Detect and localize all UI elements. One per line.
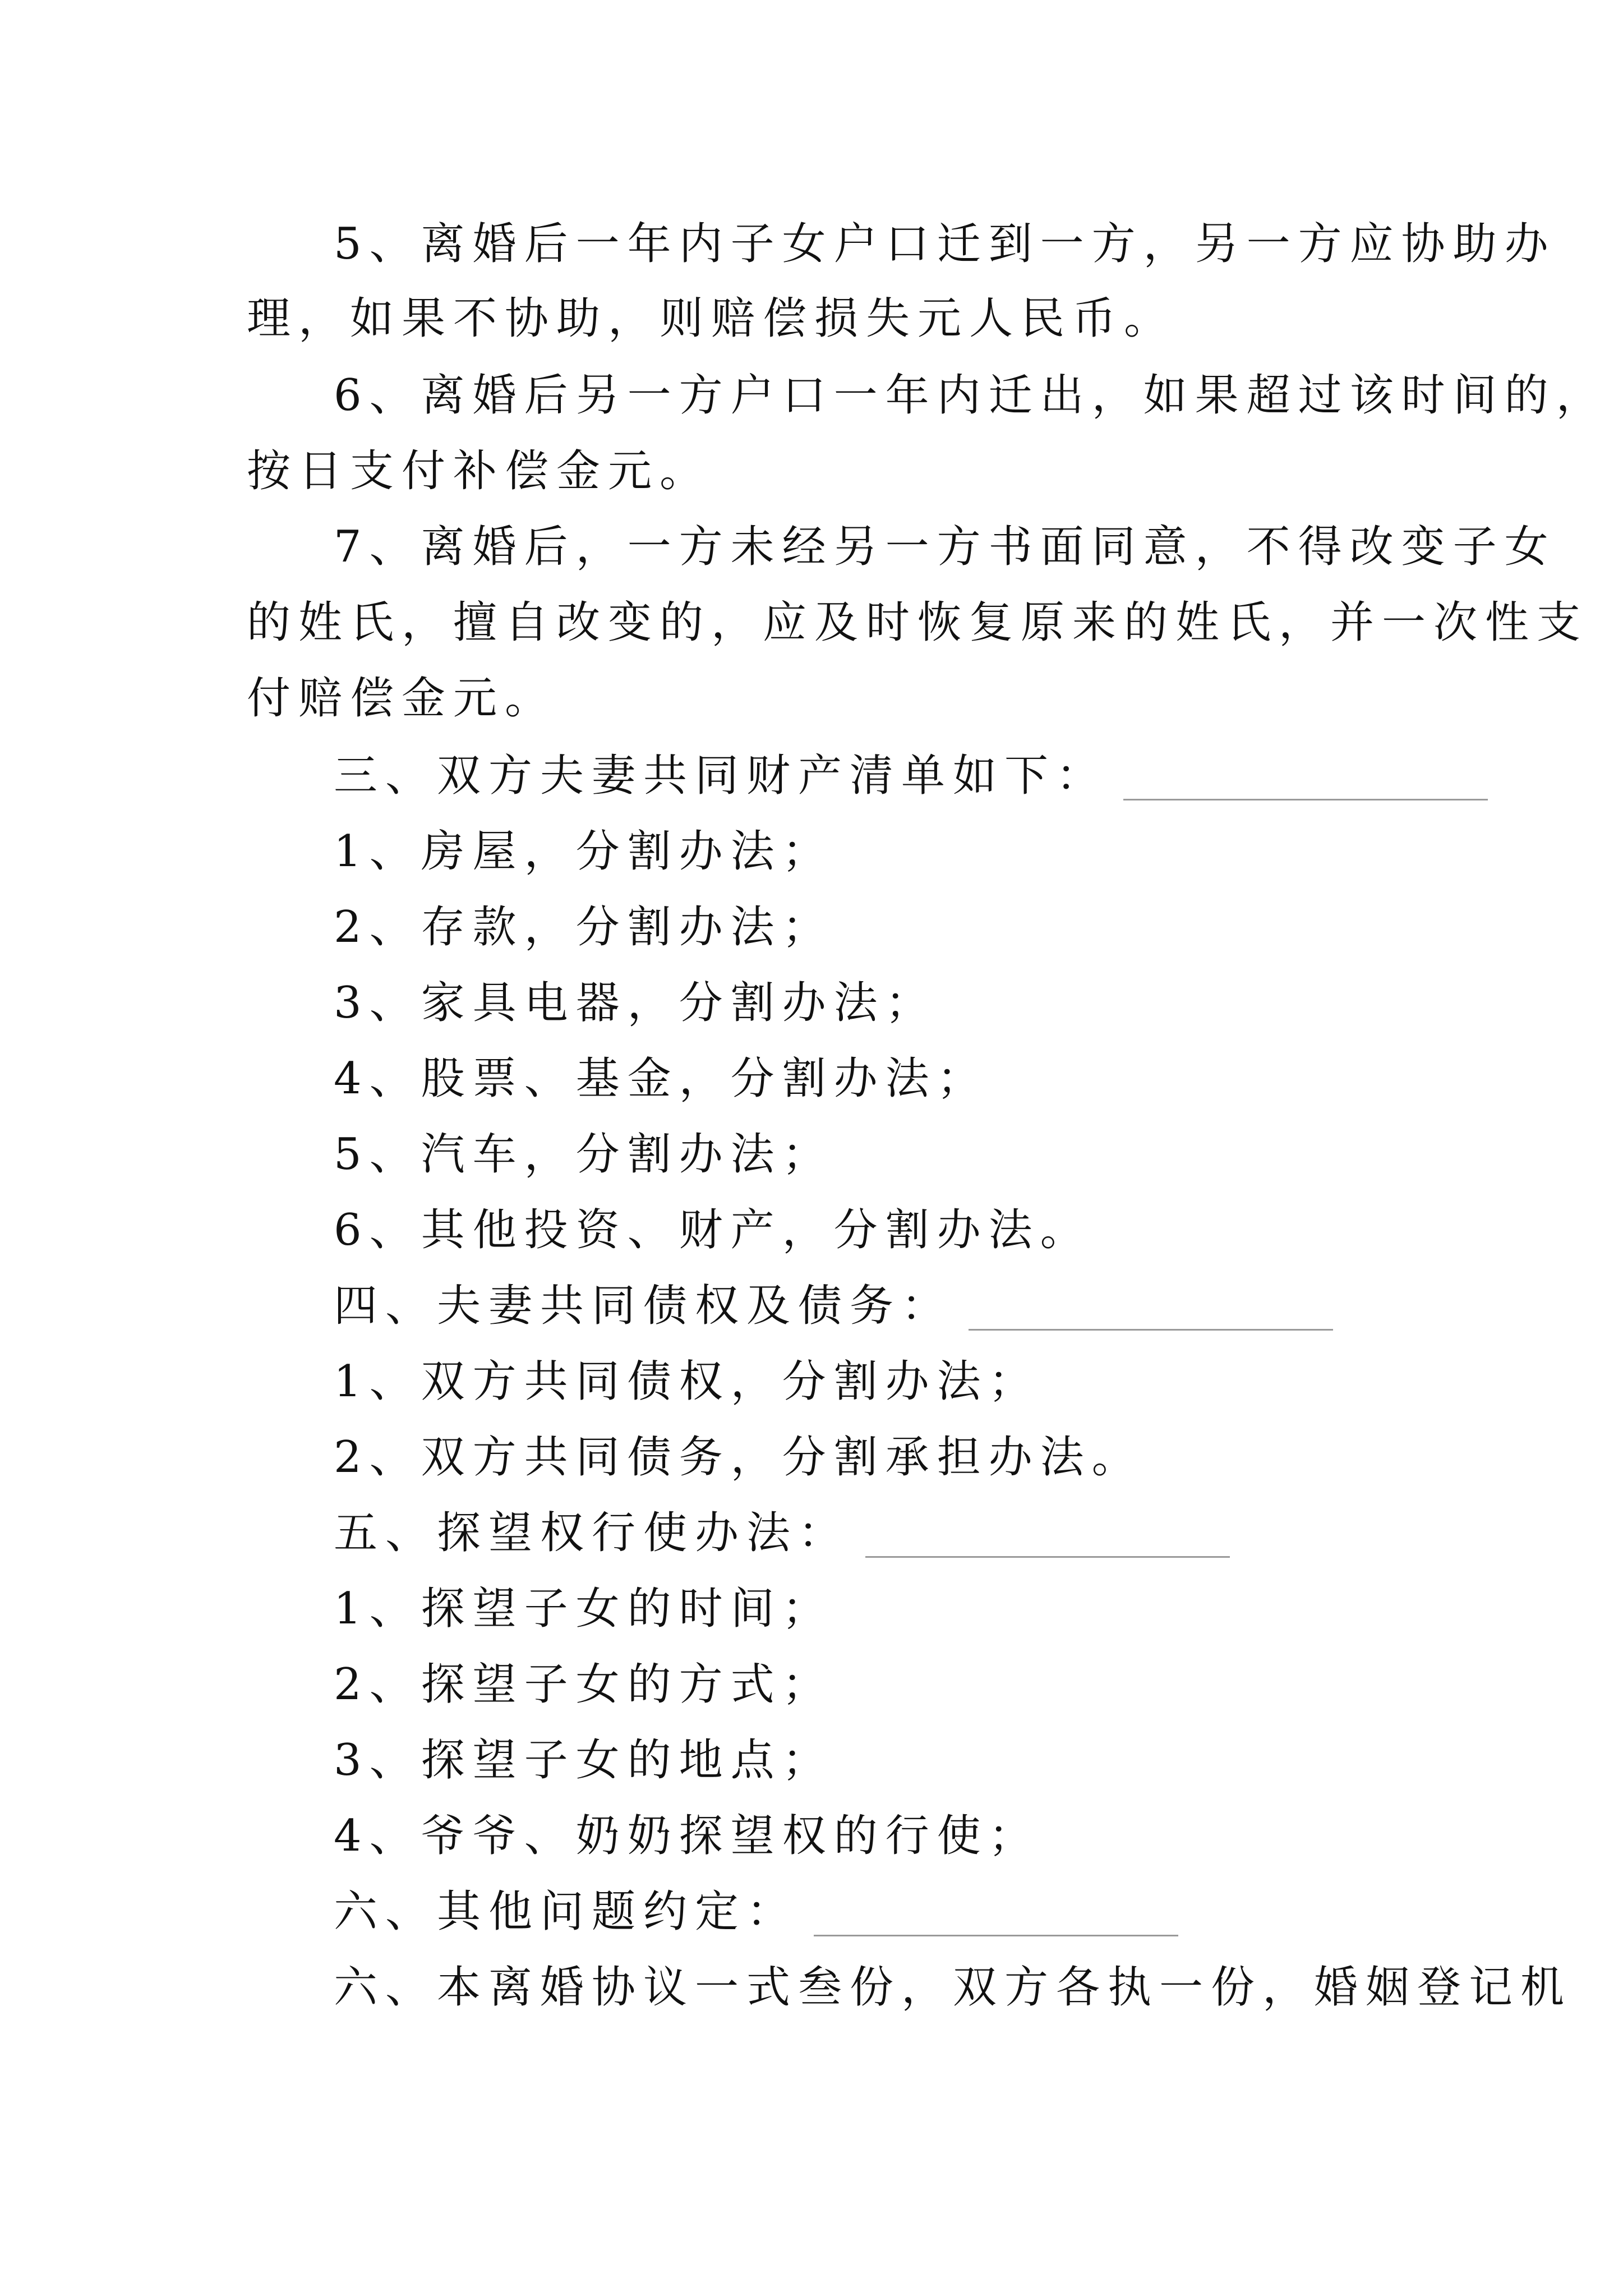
list-item: 1、探望子女的时间；	[334, 1584, 834, 1634]
section-heading-text: 三、双方夫妻共同财产清单如下：	[334, 751, 1108, 801]
fill-in-blank	[865, 1554, 1230, 1558]
section-heading-other	[334, 1884, 1178, 1940]
paragraph-line: 付赔偿金元。	[247, 673, 557, 724]
section-heading-text: 五、探望权行使办法：	[334, 1508, 850, 1558]
fill-in-blank	[1123, 797, 1488, 800]
list-item: 2、探望子女的方式；	[334, 1659, 834, 1710]
list-item: 2、双方共同债务，分割承担办法。	[334, 1432, 1144, 1483]
paragraph-line: 5、离婚后一年内子女户口迁到一方，另一方应协助办	[334, 219, 1556, 269]
list-item: 1、房屋，分割办法；	[334, 826, 834, 877]
list-item: 3、家具电器，分割办法；	[334, 978, 937, 1028]
paragraph-line: 的姓氏，擅自改变的，应及时恢复原来的姓氏，并一次性支	[247, 597, 1589, 648]
paragraph-line: 理，如果不协助，则赔偿损失元人民币。	[247, 293, 1176, 344]
section-heading-property	[334, 748, 1488, 804]
list-item: 2、存款，分割办法；	[334, 902, 834, 953]
section-heading-debts	[334, 1278, 1333, 1334]
list-item: 1、双方共同债权，分割办法；	[334, 1356, 1040, 1407]
paragraph-line: 按日支付补偿金元。	[247, 446, 712, 496]
fill-in-blank	[814, 1932, 1178, 1936]
paragraph-line: 六、本离婚协议一式叁份，双方各执一份，婚姻登记机	[334, 1962, 1573, 2013]
list-item: 6、其他投资、财产，分割办法。	[334, 1205, 1092, 1255]
section-heading-visitation	[334, 1505, 1230, 1561]
list-item: 5、汽车，分割办法；	[334, 1129, 834, 1180]
section-heading-text: 六、其他问题约定：	[334, 1887, 799, 1937]
list-item: 4、爷爷、奶奶探望权的行使；	[334, 1811, 1040, 1861]
paragraph-line: 7、离婚后，一方未经另一方书面同意，不得改变子女	[334, 522, 1556, 572]
list-item: 3、探望子女的地点；	[334, 1735, 834, 1786]
list-item: 4、股票、基金，分割办法；	[334, 1053, 989, 1104]
section-heading-text: 四、夫妻共同债权及债务：	[334, 1281, 953, 1331]
fill-in-blank	[969, 1327, 1333, 1331]
paragraph-line: 6、离婚后另一方户口一年内迁出，如果超过该时间的，	[334, 370, 1608, 421]
